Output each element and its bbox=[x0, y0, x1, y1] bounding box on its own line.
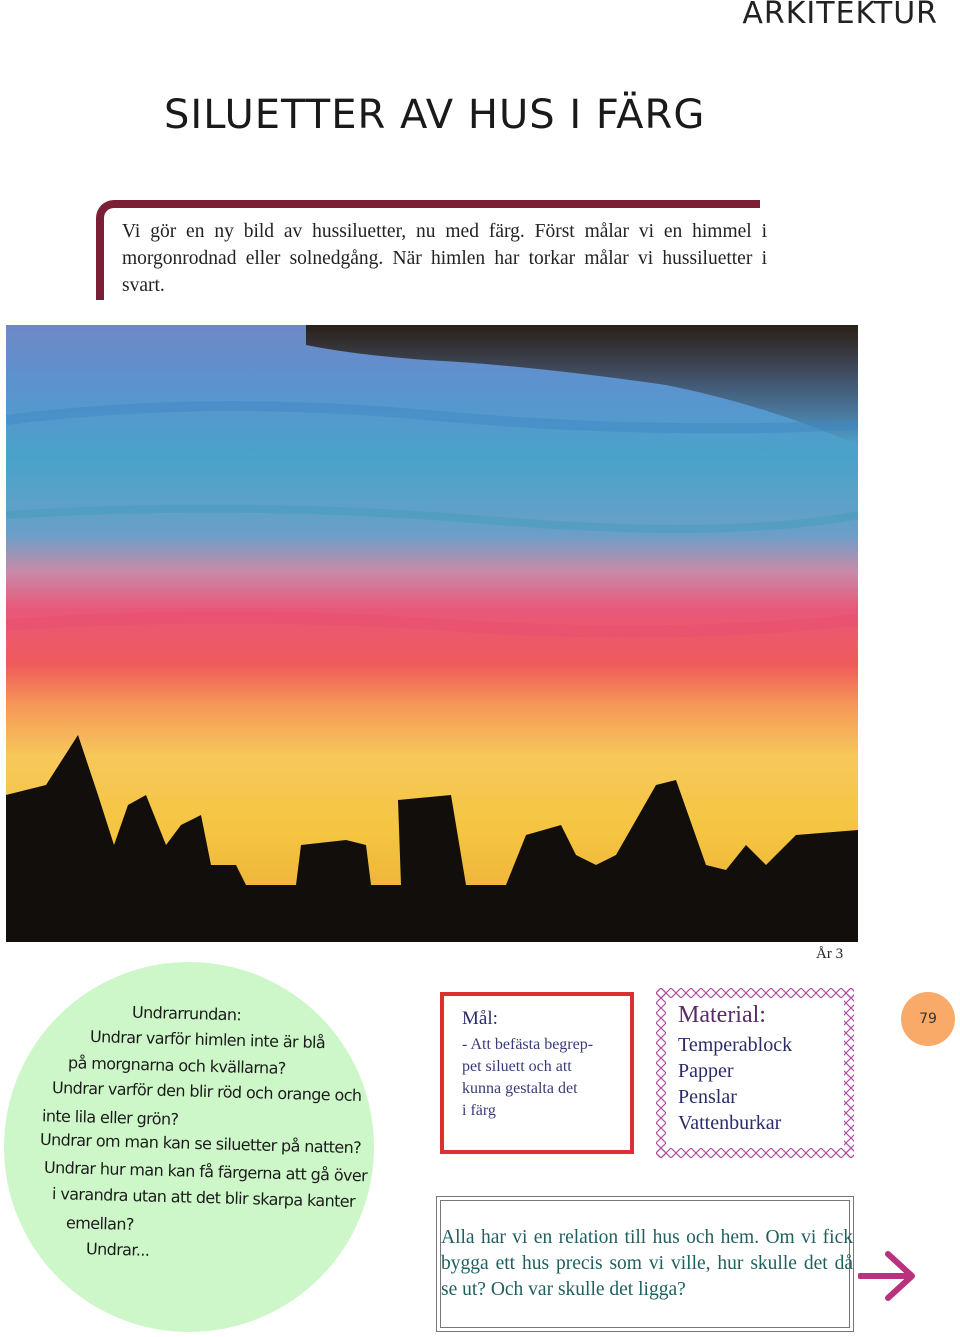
relation-box bbox=[436, 1196, 854, 1332]
goal-title: Mål: bbox=[462, 1008, 498, 1029]
wonder-line: Undrar varför den blir röd och orange och bbox=[51, 1077, 362, 1106]
year-label: År 3 bbox=[816, 946, 844, 962]
material-item: Papper bbox=[678, 1060, 734, 1082]
material-title: Material: bbox=[678, 1002, 766, 1028]
wonder-line: på morgnarna och kvällarna? bbox=[67, 1053, 286, 1078]
wonder-line: Undrar om man kan se siluetter på natten? bbox=[39, 1129, 362, 1158]
material-item: Vattenburkar bbox=[678, 1112, 782, 1134]
intro-box bbox=[96, 200, 767, 300]
goal-text: - Att befästa begrep- pet siluett och att kunna gestalta det i färg bbox=[462, 1036, 594, 1119]
material-item: Penslar bbox=[678, 1086, 737, 1108]
intro-text: Vi gör en ny bild av hussiluetter, nu med färg. Först målar vi en himmel i morgonrodnad eller solnedgång. När himlen har torkar målar vi hussiluetter i svart. bbox=[122, 221, 767, 296]
page-number-badge: 79 bbox=[901, 992, 955, 1046]
sunset-painting bbox=[6, 325, 858, 942]
wonder-line: Undrar varför himlen inte är blå bbox=[89, 1026, 326, 1053]
wonder-line: inte lila eller grön? bbox=[41, 1106, 179, 1129]
page-title: SILUETTER AV HUS I FÄRG bbox=[164, 92, 706, 138]
section-header: ARKITEKTUR bbox=[742, 0, 938, 31]
wonder-line: Undrar hur man kan få färgerna att gå över bbox=[43, 1157, 368, 1186]
material-item: Temperablock bbox=[678, 1034, 793, 1056]
wonder-line: i varandra utan att det blir skarpa kanter bbox=[51, 1184, 356, 1211]
wonder-line: emellan? bbox=[65, 1213, 135, 1234]
material-box bbox=[656, 988, 854, 1158]
wonder-line: Undrarrundan: bbox=[131, 1002, 242, 1025]
goal-box bbox=[440, 992, 634, 1154]
wonder-line: Undrar... bbox=[85, 1239, 150, 1260]
next-page-arrow-icon[interactable] bbox=[858, 1248, 918, 1304]
relation-text: Alla har vi en relation till hus och hem. Om vi fick bygga ett hus precis som vi ville, hur skulle det då se ut? Och var skulle det ligga? bbox=[441, 1227, 853, 1300]
